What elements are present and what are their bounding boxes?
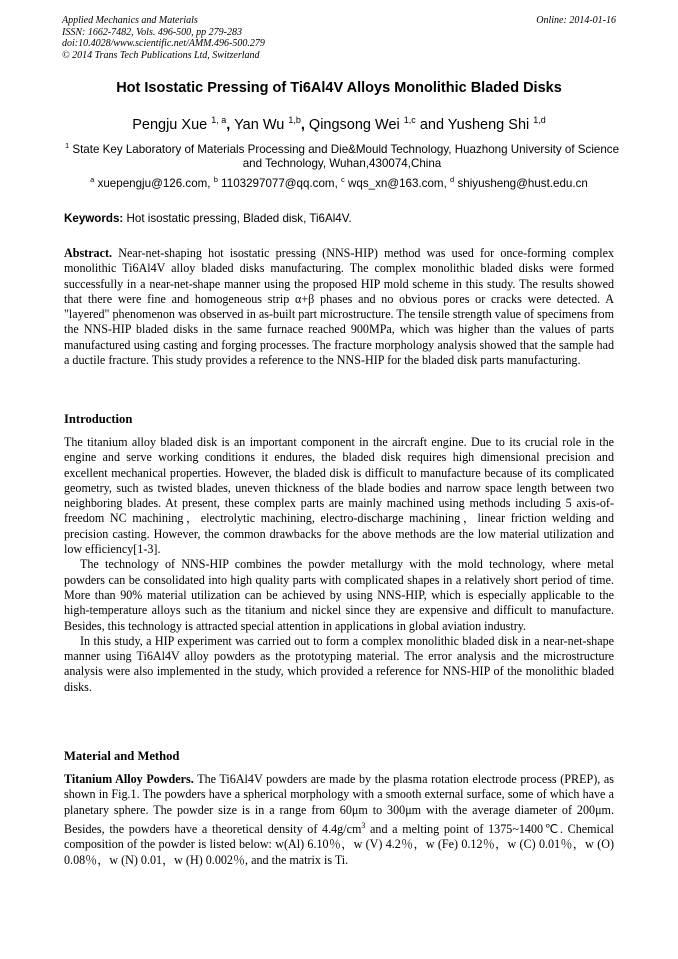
abstract-label: Abstract. <box>64 246 113 260</box>
email-sup: c <box>341 175 345 184</box>
paper-title: Hot Isostatic Pressing of Ti6Al4V Alloys Monolithic Bladed Disks <box>116 80 562 96</box>
material-text: The Ti6Al4V powders are made by the plasma rotation electrode process (PREP), as shown in Fig.1. The powders have a spherical morphology with a smooth external surface, some of which have a planetary sphere. The powder size is in a range from 60μm to 300μm with the average diameter of 200μm. Besides, the powders have a theoretical density of 4.4g/cm <box>64 772 614 836</box>
author-name: Yusheng Shi <box>447 116 530 133</box>
email-list <box>0 175 678 190</box>
abstract-text: Near-net-shaping hot isostatic pressing (NNS-HIP) method was used for once-forming complex monolithic Ti6Al4V alloy bladed disks manufacturing. The complex monolithic bladed disks were formed successfully in a near-net-shape manner using the proposed HIP mold scheme in this study. The results showed that there were fine and homogeneous strip α+β phases and no obvious pores or cracks were detected. A "layered" phenomenon was observed in as-built part microstructure. The tensile strength value of specimens from the NNS-HIP bladed disks in the same furnace reached 900MPa, which was higher than the values of parts manufactured using casting and forging processes. The fracture morphology analysis showed that the sample had a ductile fracture. This study provides a reference to the NNS-HIP for the bladed disk parts manufacturing. <box>64 246 615 368</box>
introduction-heading: Introduction <box>64 412 133 426</box>
paragraph: The titanium alloy bladed disk is an important component in the aircraft engine. Due to its crucial role in the engine and serve working conditions it endures, the bladed disk requires high dimensional precision and excellent mechanical properties. However, the bladed disk is difficult to manufacture because of its complicated geometry, such as twisted blades, uneven thickness of the blade bodies and narrow space length between two neighboring blades. At present, these complex parts are mainly machined using methods including 5 axis-of-freedom NC machining，electrolytic machining, electro-discharge machining，linear friction welding and precision casting. However, the common drawbacks for the above methods are the low material utilization and low efficiency[1-3]. <box>64 435 614 557</box>
doi-line: doi:10.4028/www.scientific.net/AMM.496-500.279 <box>62 38 265 49</box>
issn-line: ISSN: 1662-7482, Vols. 496-500, pp 279-283 <box>62 26 242 38</box>
abstract <box>64 246 614 368</box>
material-method-heading: Material and Method <box>64 749 180 763</box>
affiliation-sup: 1 <box>64 141 70 150</box>
author-sup: 1,b <box>288 115 301 125</box>
keywords <box>64 212 352 225</box>
author-list <box>0 115 678 133</box>
author-sup: 1, a <box>211 115 227 125</box>
email-address[interactable]: 1103297077@qq.com, <box>221 176 338 190</box>
email-sup: b <box>213 175 218 184</box>
keywords-label: Keywords: <box>64 212 124 225</box>
affiliation <box>64 139 620 172</box>
email-sup: d <box>450 175 455 184</box>
journal-name: Applied Mechanics and Materials <box>62 15 198 26</box>
keywords-text: Hot isostatic pressing, Bladed disk, Ti6Al4V. <box>126 212 352 225</box>
author-separator: , <box>226 116 231 133</box>
superscript: 3 <box>361 820 366 830</box>
affiliation-text: State Key Laboratory of Materials Processing and Die&Mould Technology, Huazhong University of Science and Technology, Wuhan,430074,China <box>72 142 620 171</box>
paragraph: In this study, a HIP experiment was carried out to form a complex monolithic bladed disk in a near-net-shape manner using Ti6Al4V alloy powders as the prototyping material. The error analysis and the microstructure analysis were also implemented in the study, which provided a reference for NNS-HIP of the monolithic bladed disks. <box>64 633 614 694</box>
copyright-line: © 2014 Trans Tech Publications Ltd, Switzerland <box>62 49 260 61</box>
email-address[interactable]: shiyusheng@hust.edu.cn <box>457 176 588 190</box>
author-sup: 1,c <box>403 115 416 125</box>
email-sup: a <box>90 175 95 184</box>
author-separator: , <box>300 116 305 133</box>
author-name: Pengju Xue <box>132 116 208 133</box>
online-date: Online: 2014-01-16 <box>536 15 616 26</box>
author-and: and <box>419 116 445 133</box>
material-text-cont: and a melting point of 1375~1400℃. Chemical composition of the powder is listed below: w(Al) 6.10％，w (V) 4.2％，w (Fe) 0.12％，w (C) 0.01％，w (O) 0.08％，w (N) 0.01，w (H) 0.002％, and the matrix is Ti. <box>64 821 614 867</box>
author-sup: 1,d <box>533 115 546 125</box>
run-in-heading: Titanium Alloy Powders. <box>64 772 194 786</box>
author-name: Qingsong Wei <box>308 116 400 133</box>
email-address[interactable]: xuepengju@126.com, <box>97 176 211 190</box>
author-name: Yan Wu <box>234 116 285 133</box>
paragraph: The technology of NNS-HIP combines the powder metallurgy with the mold technology, where metal powders can be consolidated into high quality parts with complicated shapes in a relatively short period of time. More than 90% material utilization can be achieved by using NNS-HIP, which is especially applicable to the high-temperature alloys such as the titanium and nickel since they are expensive and difficult to manufacture. Besides, this technology is attracted special attention in applications in global aviation industry. <box>64 557 614 633</box>
introduction-body <box>64 435 614 695</box>
material-body <box>64 772 614 868</box>
email-address[interactable]: wqs_xn@163.com, <box>348 176 447 190</box>
